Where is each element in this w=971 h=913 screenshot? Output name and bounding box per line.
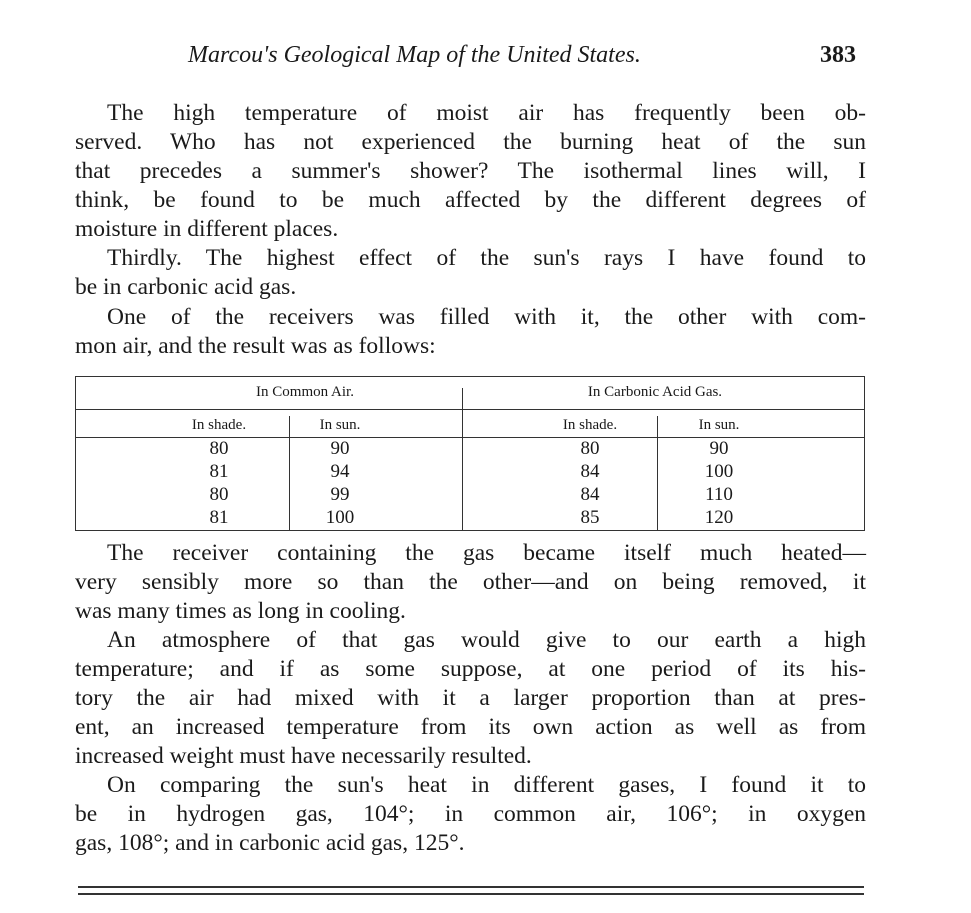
table-cell: 120 <box>704 507 734 528</box>
text-line: gas, 108°; and in carbonic acid gas, 125°. <box>75 830 465 856</box>
text-line: The high temperature of moist air has frequently been ob- <box>107 100 866 126</box>
text-line: increased weight must have necessarily resulted. <box>75 743 532 769</box>
table-cell: 90 <box>330 438 350 459</box>
text-line: tory the air had mixed with it a larger proportion than at pres- <box>75 685 866 711</box>
table-cell: 84 <box>580 484 600 505</box>
text-line: One of the receivers was filled with it, the other with com- <box>107 304 866 330</box>
table-cell: 80 <box>209 484 229 505</box>
text-line: mon air, and the result was as follows: <box>75 333 436 359</box>
table-cell: 80 <box>580 438 600 459</box>
column-header: In sun. <box>698 417 740 433</box>
text-line: ent, an increased temperature from its own action as well as from <box>75 714 866 740</box>
group-header: In Common Air. <box>256 384 354 400</box>
column-header: In sun. <box>319 417 361 433</box>
column-header: In shade. <box>191 417 247 433</box>
text-line: served. Who has not experienced the burning heat of the sun <box>75 129 866 155</box>
table-cell: 84 <box>580 461 600 482</box>
text-line: moisture in different places. <box>75 216 339 242</box>
group-header: In Carbonic Acid Gas. <box>587 384 723 400</box>
table-cell: 100 <box>325 507 355 528</box>
table-cell: 99 <box>330 484 350 505</box>
table-cell: 90 <box>709 438 729 459</box>
table-cell: 110 <box>705 484 733 505</box>
running-title: Marcou's Geological Map of the United States. <box>188 42 641 68</box>
table-cell: 80 <box>209 438 229 459</box>
text-line: On comparing the sun's heat in different gases, I found it to <box>107 772 866 798</box>
table-cell: 81 <box>209 461 229 482</box>
text-line: be in hydrogen gas, 104°; in common air, 106°; in oxygen <box>75 801 866 827</box>
text-line: was many times as long in cooling. <box>75 598 406 624</box>
text-line: temperature; and if as some suppose, at one period of its his- <box>75 656 866 682</box>
text-line: be in carbonic acid gas. <box>75 274 297 300</box>
text-line: An atmosphere of that gas would give to our earth a high <box>107 627 866 653</box>
text-line: Thirdly. The highest effect of the sun's rays I have found to <box>107 245 866 271</box>
table-cell: 81 <box>209 507 229 528</box>
table-cell: 94 <box>330 461 350 482</box>
text-line: that precedes a summer's shower? The isothermal lines will, I <box>75 158 866 184</box>
text-line: very sensibly more so than the other—and on being removed, it <box>75 569 866 595</box>
column-header: In shade. <box>562 417 618 433</box>
page-number: 383 <box>820 42 856 68</box>
results-table <box>75 376 865 531</box>
text-line: The receiver containing the gas became itself much heated— <box>107 540 866 566</box>
table-cell: 85 <box>580 507 600 528</box>
table-cell: 100 <box>704 461 734 482</box>
text-line: think, be found to be much affected by the different degrees of <box>75 187 866 213</box>
